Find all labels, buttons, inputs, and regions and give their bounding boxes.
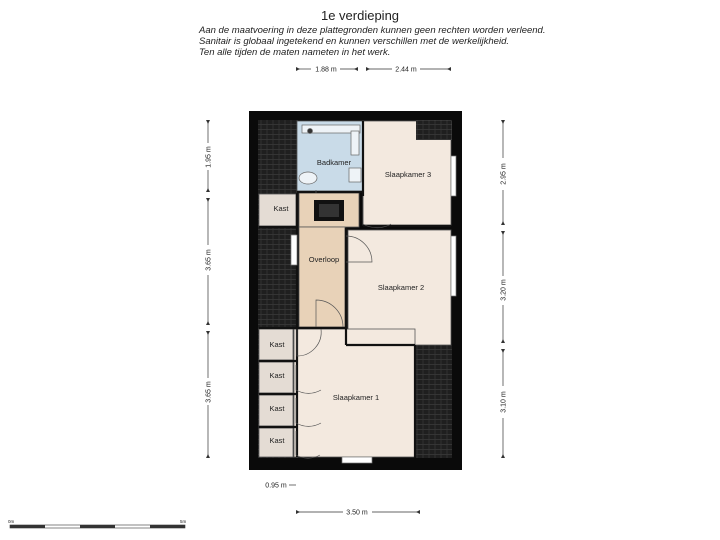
dim-top-left: 1.88 m — [315, 66, 337, 74]
room-badkamer: Badkamer — [316, 158, 352, 167]
disclaimer-line-1: Aan de maatvoering in deze plattegronden kunnen geen rechten worden verleend. — [199, 25, 546, 36]
room-overloop: Overloop — [308, 255, 340, 264]
room-kast-2: Kast — [269, 371, 285, 380]
dim-right-bottom: 3.10 m — [500, 391, 508, 413]
slaapkamer3-notch — [416, 121, 451, 140]
room-slaapkamer3: Slaapkamer 3 — [384, 170, 432, 179]
scale-end: 5m — [180, 519, 187, 524]
dim-left-mid: 3.65 m — [205, 249, 213, 271]
disclaimer-line-2: Sanitair is globaal ingetekend en kunnen verschillen met de werkelijkheid. — [199, 36, 509, 47]
dim-bottom-small: 0.95 m — [265, 482, 287, 490]
dim-left-bottom: 3.65 m — [205, 381, 213, 403]
room-slaapkamer2: Slaapkamer 2 — [377, 283, 425, 292]
dim-top-right: 2.44 m — [395, 66, 417, 74]
stair-inner — [319, 204, 339, 217]
room-kast-1: Kast — [269, 340, 285, 349]
room-slaapkamer1: Slaapkamer 1 — [332, 393, 380, 402]
scale-bar — [10, 525, 185, 528]
plan-title: 1e verdieping — [320, 8, 400, 23]
dim-bottom-width: 3.50 m — [346, 509, 368, 517]
room-kast-4: Kast — [269, 436, 285, 445]
dim-left-top: 1.95 m — [205, 146, 213, 168]
dim-right-top: 2.95 m — [500, 163, 508, 185]
dim-right-mid: 3.20 m — [500, 279, 508, 301]
room-kast-3: Kast — [269, 404, 285, 413]
roof-tiles-right-bottom — [416, 345, 452, 458]
room-kast-top: Kast — [273, 204, 289, 213]
scale-start: 0m — [8, 519, 15, 524]
disclaimer-line-3: Ten alle tijden de maten nameten in het werk. — [199, 47, 391, 58]
